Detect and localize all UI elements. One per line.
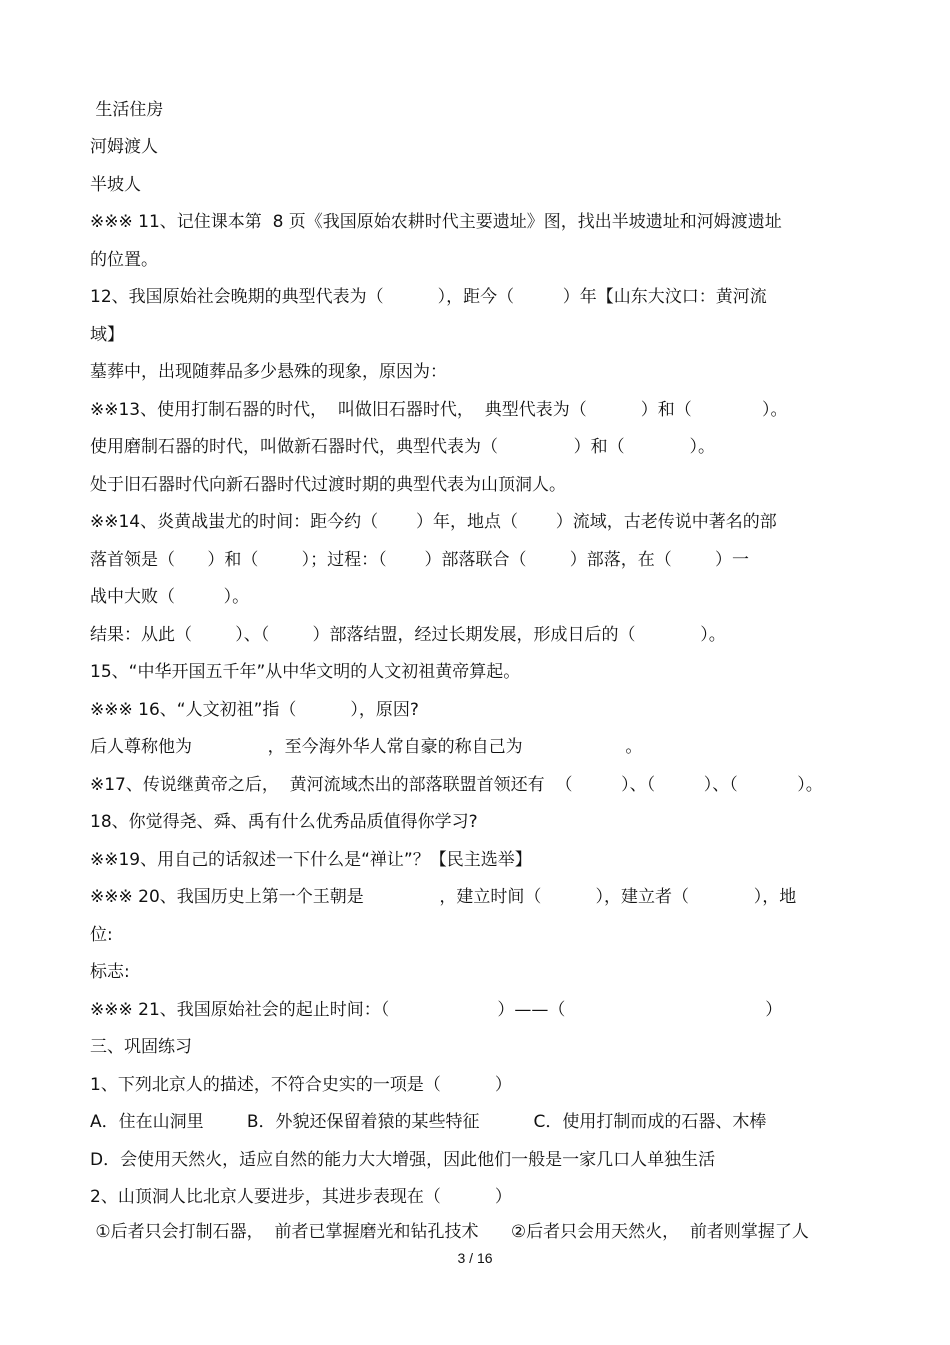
text-line-22: ※※※ 20、我国历史上第一个王朝是 ，建立时间（ ），建立者（ ），地 (90, 887, 797, 907)
text-line-15: 结果：从此（ ）、（ ）部落结盟，经过长期发展，形成日后的（ ）。 (90, 625, 726, 645)
text-line-10: 使用磨制石器的时代，叫做新石器时代，典型代表为（ ）和（ ）。 (90, 437, 715, 457)
text-line-3: 半坡人 (90, 175, 141, 195)
text-line-23: 位: (90, 925, 113, 945)
text-line-5: 的位置。 (90, 250, 158, 270)
text-line-25: ※※※ 21、我国原始社会的起止时间：（ ）——（ ） (90, 1000, 783, 1020)
text-line-7: 域】 (90, 325, 124, 345)
text-line-16: 15、“中华开国五千年”从中华文明的人文初祖黄帝算起。 (90, 662, 521, 682)
text-line-18: 后人尊称他为 ，至今海外华人常自豪的称自己为 。 (90, 737, 643, 757)
text-line-28: A．住在山洞里 B．外貌还保留着猿的某些特征 C．使用打制而成的石器、木棒 (90, 1112, 767, 1132)
text-line-21: ※※19、用自己的话叙述一下什么是“禅让”？【民主选举】 (90, 850, 532, 870)
text-line-12: ※※14、炎黄战蚩尤的时间：距今约（ ）年，地点（ ）流域，古老传说中著名的部 (90, 512, 777, 532)
text-line-14: 战中大败（ ）。 (90, 587, 250, 607)
text-line-11: 处于旧石器时代向新石器时代过渡时期的典型代表为山顶洞人。 (90, 475, 566, 495)
text-line-8: 墓葬中，出现随葬品多少悬殊的现象，原因为： (90, 362, 447, 382)
text-line-29: D．会使用天然火，适应自然的能力大大增强，因此他们一般是一家几口人单独生活 (90, 1150, 716, 1170)
text-line-31: ①后者只会打制石器， 前者已掌握磨光和钻孔技术 ②后者只会用天然火， 前者则掌握了人 (90, 1222, 809, 1242)
text-line-17: ※※※ 16、“人文初祖”指（ ），原因? (90, 700, 419, 720)
text-line-13: 落首领是（ ）和（ ）；过程：（ ）部落联合（ ）部落，在（ ）一 (90, 550, 749, 570)
text-line-26: 三、巩固练习 (90, 1037, 192, 1057)
text-line-20: 18、你觉得尧、舜、禹有什么优秀品质值得你学习? (90, 812, 478, 832)
text-line-6: 12、我国原始社会晚期的典型代表为（ ），距今（ ）年【山东大汶口：黄河流 (90, 287, 767, 307)
text-line-9: ※※13、使用打制石器的时代， 叫做旧石器时代， 典型代表为（ ）和（ ）。 (90, 400, 788, 420)
text-line-19: ※17、传说继黄帝之后， 黄河流域杰出的部落联盟首领还有 （ ）、（ ）、（ ）。 (90, 775, 823, 795)
text-line-30: 2、山顶洞人比北京人要进步，其进步表现在（ ） (90, 1187, 512, 1207)
text-line-4: ※※※ 11、记住课本第 8 页《我国原始农耕时代主要遗址》图，找出半坡遗址和河姆渡遗址 (90, 212, 782, 232)
text-line-27: 1、下列北京人的描述，不符合史实的一项是（ ） (90, 1075, 512, 1095)
page-number: 3 / 16 (457, 1250, 493, 1266)
text-line-1: 生活住房 (90, 100, 164, 120)
text-line-24: 标志: (90, 962, 130, 982)
text-line-2: 河姆渡人 (90, 137, 158, 157)
